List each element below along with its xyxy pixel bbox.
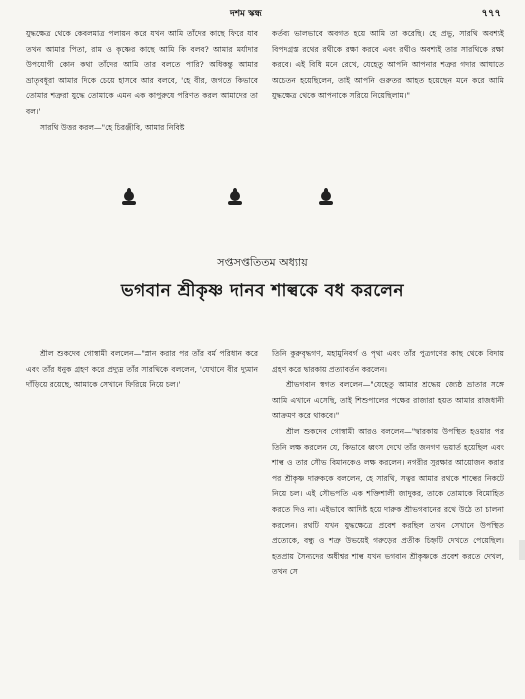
top-right-column (272, 26, 504, 104)
page-header (0, 6, 525, 22)
body-left-column (26, 346, 258, 393)
paragraph: শ্রীভগবান স্বগত বললেন—"যেহেতু আমার শ্রদ্ধেয় জ্যেষ্ঠ ভ্রাতার সঙ্গে আমি এখানে এসেছি, তাই শিশুপালের পক্ষের রাজারা হয়ত আমার রাজধানী আক্রমণ করে থাকবে।" (272, 380, 504, 421)
paragraph: শ্রীল শুকদেব গোস্বামী বললেন—"স্নান করার পর তাঁর বর্ম পরিধান করে এবং তাঁর ধনুক গ্রহণ করে প্রদ্যুম্ন তাঁর সারথিকে বললেন, 'যেখানে বীর দ্যুমান দাঁড়িয়ে রয়েছে, আমাকে সেখানে ফিরিয়ে নিয়ে চল।' (26, 349, 258, 390)
top-left-column (26, 26, 258, 135)
chapter-number: সপ্তসপ্ততিতম অধ্যায় (217, 256, 308, 269)
page-number: ৭৭৭ (481, 8, 501, 19)
body-right-column (272, 346, 504, 580)
paragraph: সারথি উত্তর করল—"হে চিরঞ্জীবি, আমার নিবিষ্ট (40, 122, 185, 132)
paragraph: যুদ্ধক্ষেত্র থেকে কেবলমাত্র পলায়ন করে যখন আমি তাঁদের কাছে ফিরে যাব তখন আমার পিতা, রাম ও কৃষ্ণের কাছে আমি কি বলব? আমার মর্যাদার উপযোগী কোন কথা তাঁদের আমি তার বলতে পারি? অধিকন্তু আমার ভ্রাতৃবধূরা আমার দিকে চেয়ে হাসবে আর বলবে, 'হে বীর, জগতে কিভাবে তোমার শত্রুরা যুদ্ধে তোমাকে এমন এক কাপুরুষে পরিণত করল আমাদের তা বল।' (26, 29, 258, 116)
paragraph: তিনি কুরুবৃদ্ধগণ, মহামুনিবর্গ ও পৃথা এবং তাঁর পুত্রগণের কাছ থেকে বিদায় গ্রহণ করে দ্বারকায় প্রত্যাবর্তন করলেন। (272, 349, 504, 374)
chapter-title: ভগবান শ্রীকৃষ্ণ দানব শাল্বকে বধ করলেন (120, 281, 405, 301)
section-divider (0, 188, 525, 214)
running-head: দশম স্কন্ধ (230, 9, 262, 19)
ornament-icon (122, 188, 136, 206)
paragraph: কর্তব্য ভালভাবে অবগত হয়ে আমি তা করেছি। হে প্রভু, সারথি অবশ্যই বিপদগ্রস্ত রথের রথীকে রক্ষা করবে এবং রথীও অবশ্যই তার সারথিকে রক্ষা করবে। এই বিধি মনে রেখে, যেহেতু আপনি আপনার শত্রুর গদার আঘাতে অচেতন হয়েছিলেন, তাই আপনি গুরুতর আহত হয়েছেন মনে করে আমি যুদ্ধক্ষেত্র থেকে আপনাকে সরিয়ে নিয়েছিলাম।" (272, 29, 504, 101)
paragraph: শ্রীল শুকদেব গোস্বামী আরও বললেন—"দ্বারকায় উপস্থিত হওয়ার পর তিনি লক্ষ করলেন যে, কিভাবে ধ্বংস দেখে তাঁর জনগণ ভয়ার্ত হয়েছিল এবং শাল্ব ও তার সৌভ বিমানকেও লক্ষ করলেন। নগরীর সুরক্ষার আয়োজন করার পর শ্রীকৃষ্ণ দারুককে বললেন, হে সারথি, সত্বর আমার রথকে শাল্বের নিকটে নিয়ে চল। এই সৌভপতি এক শক্তিশালী জাদুকর, তাকে তোমাকে বিমোহিত করতে দিও না। এইভাবে আদিষ্ট হয়ে দারুক শ্রীভগবানের রথে উঠে তা চালনা করলেন। রথটি যখন যুদ্ধক্ষেত্রে প্রবেশ করছিল তখন সেখানে উপস্থিত প্রত্যেকে, বন্ধু ও শত্রু উভয়েই গরুড়ের প্রতীক চিহ্নটি দেখতে পেয়েছিল। হতপ্রায় সৈন্যদের অধীশ্বর শাল্ব যখন ভগবান শ্রীকৃষ্ণকে প্রবেশ করতে দেখল, তখন সে (272, 426, 504, 577)
scan-edge-mark (519, 540, 525, 560)
ornament-icon (228, 188, 242, 206)
ornament-icon (319, 188, 333, 206)
